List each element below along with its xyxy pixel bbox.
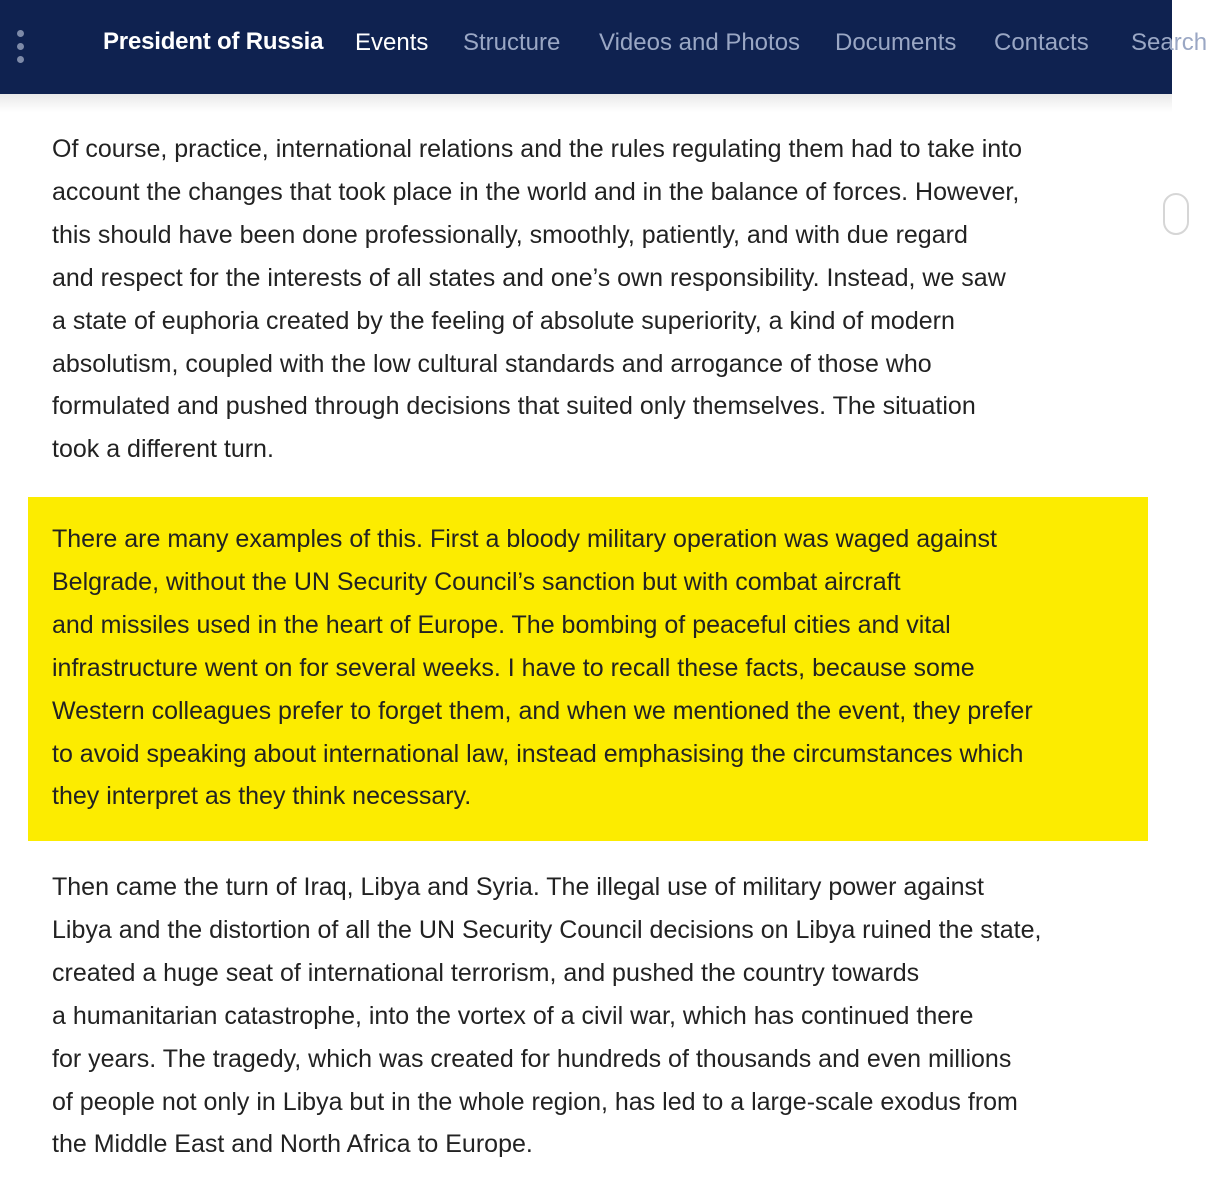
article-paragraph-2-highlighted <box>52 518 1134 818</box>
paragraph-line: a state of euphoria created by the feeling of absolute superiority, a kind of modern <box>52 306 955 335</box>
article-paragraph-3 <box>52 866 1134 1166</box>
nav-item-structure[interactable]: Structure <box>463 29 561 56</box>
nav-item-events[interactable]: Events <box>355 29 429 56</box>
paragraph-line: took a different turn. <box>52 435 274 464</box>
paragraph-line: for years. The tragedy, which was created for hundreds of thousands and even millions <box>52 1044 1012 1073</box>
nav-item-documents[interactable]: Documents <box>835 29 957 56</box>
article-paragraph-1 <box>52 128 1134 471</box>
navbar-shadow <box>0 94 1172 112</box>
menu-dots-icon[interactable] <box>15 30 27 64</box>
paragraph-line: Belgrade, without the UN Security Council’s sanction but with combat aircraft <box>52 567 901 596</box>
paragraph-line: Then came the turn of Iraq, Libya and Syria. The illegal use of military power against <box>52 873 984 901</box>
scroll-indicator-icon[interactable] <box>1163 193 1189 235</box>
paragraph-line: of people not only in Libya but in the whole region, has led to a large-scale exodus from <box>52 1087 1018 1116</box>
paragraph-line: they interpret as they think necessary. <box>52 782 472 811</box>
paragraph-line: There are many examples of this. First a bloody military operation was waged against <box>52 525 997 553</box>
paragraph-line: to avoid speaking about international law, instead emphasising the circumstances which <box>52 739 1024 768</box>
paragraph-line: Of course, practice, international relations and the rules regulating them had to take into <box>52 135 1023 163</box>
paragraph-line: this should have been done professionally, smoothly, patiently, and with due regard <box>52 220 968 249</box>
paragraph-line: created a huge seat of international terrorism, and pushed the country towards <box>52 958 920 987</box>
paragraph-line: the Middle East and North Africa to Europe. <box>52 1130 533 1159</box>
paragraph-line: Libya and the distortion of all the UN Security Council decisions on Libya ruined the state, <box>52 915 1042 944</box>
paragraph-line: account the changes that took place in the world and in the balance of forces. However, <box>52 177 1020 206</box>
paragraph-line: Western colleagues prefer to forget them, and when we mentioned the event, they prefer <box>52 696 1033 725</box>
paragraph-line: absolutism, coupled with the low cultural standards and arrogance of those who <box>52 349 932 378</box>
site-brand-link[interactable]: President of Russia <box>103 28 324 55</box>
paragraph-line: infrastructure went on for several weeks. I have to recall these facts, because some <box>52 653 975 682</box>
nav-item-search[interactable]: Search <box>1131 29 1207 56</box>
paragraph-line: a humanitarian catastrophe, into the vortex of a civil war, which has continued there <box>52 1001 974 1030</box>
paragraph-line: and respect for the interests of all states and one’s own responsibility. Instead, we saw <box>52 263 1006 292</box>
nav-item-videos-and-photos[interactable]: Videos and Photos <box>599 29 801 56</box>
paragraph-line: and missiles used in the heart of Europe. The bombing of peaceful cities and vital <box>52 610 951 639</box>
top-navbar <box>0 0 1207 94</box>
paragraph-line: formulated and pushed through decisions that suited only themselves. The situation <box>52 392 976 421</box>
nav-item-contacts[interactable]: Contacts <box>994 29 1089 56</box>
